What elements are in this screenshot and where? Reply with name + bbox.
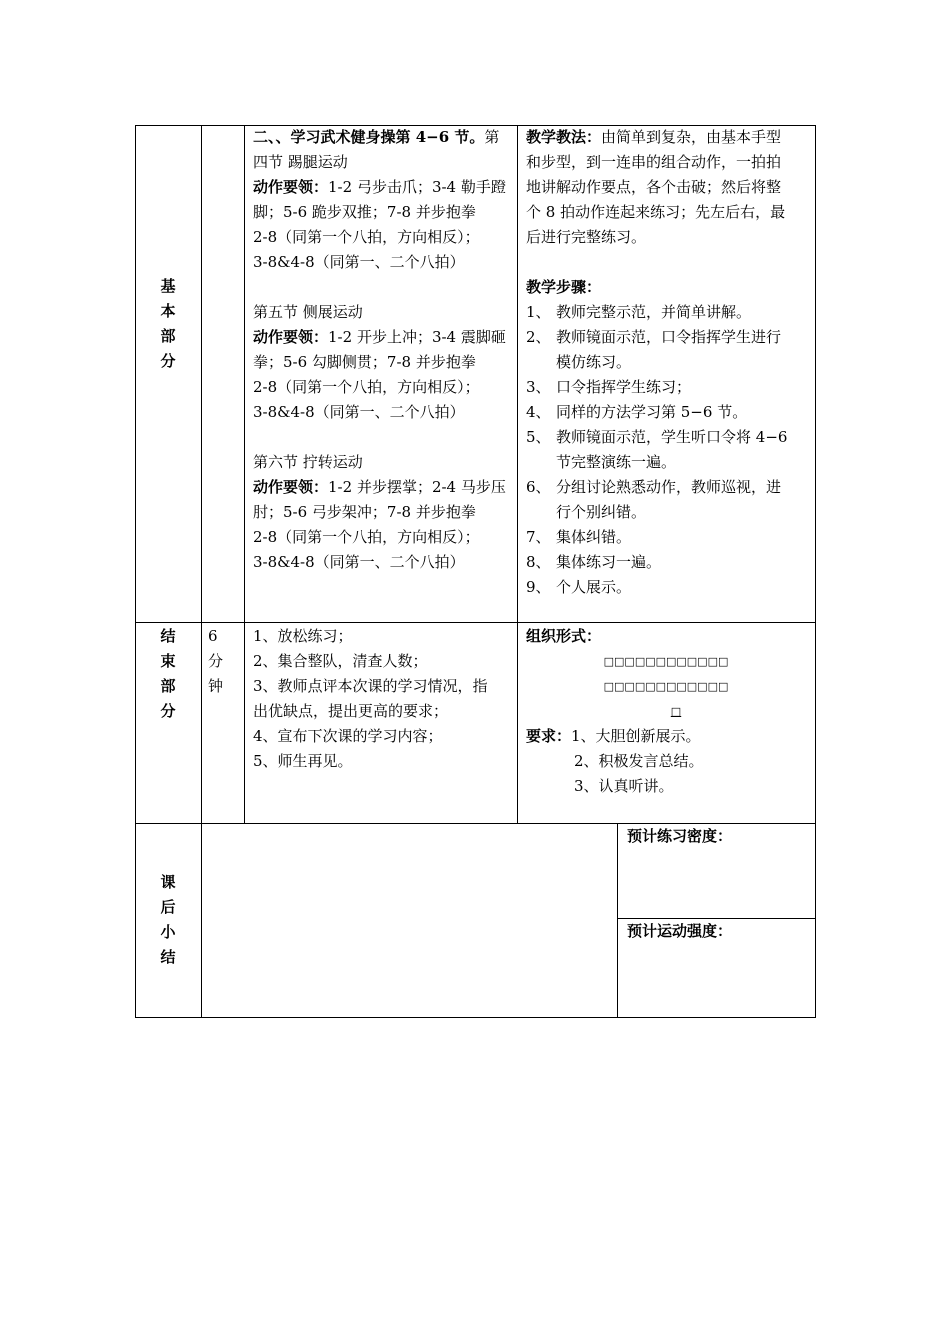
method-label: 教学教法： (526, 128, 602, 146)
label-char: 小 (160, 923, 176, 941)
list-item (526, 525, 787, 550)
content-heading (253, 125, 506, 150)
label-char: 部 (160, 677, 176, 695)
formation-row: □□□□□□□□□□□□ (603, 655, 729, 668)
key-points-text: 1-2 并步摆掌；2-4 马步压 (328, 478, 506, 496)
requirement-line: 3、认真听讲。 (574, 777, 674, 795)
content-line: 2-8（同第一个八拍，方向相反）； (253, 378, 480, 396)
content-line (253, 325, 506, 350)
requirement-line: 2、积极发言总结。 (574, 752, 704, 770)
intensity-label: 预计运动强度： (627, 922, 733, 940)
content-line: 2-8（同第一个八拍，方向相反）； (253, 528, 480, 546)
step-text: 集体练习一遍。 (556, 553, 662, 571)
ending-organization (526, 624, 815, 799)
section-title: 第五节 侧展运动 (253, 303, 363, 321)
heading-tail: 第 (484, 128, 500, 146)
key-points-label: 动作要领： (253, 328, 329, 346)
spacer (526, 250, 787, 275)
label-char: 结 (160, 627, 176, 645)
step-text: 节完整演练一遍。 (556, 453, 677, 471)
content-line: 四节 踢腿运动 (253, 153, 348, 171)
method-line: 地讲解动作要点，各个击破；然后将整 (526, 178, 782, 196)
list-item (526, 550, 787, 575)
row-divider-basic-ending (135, 622, 816, 623)
content-line (253, 175, 506, 200)
ending-line: 5、师生再见。 (253, 752, 353, 770)
requirement-line (526, 724, 815, 749)
label-char: 课 (160, 873, 176, 891)
steps-list (526, 300, 787, 600)
list-item (526, 475, 787, 500)
step-number: 4、 (526, 403, 551, 421)
duration-char: 6 (208, 627, 218, 645)
step-number: 5、 (526, 428, 551, 446)
key-points-text: 1-2 弓步击爪；3-4 勒手蹬 (328, 178, 506, 196)
ending-content (253, 624, 488, 774)
label-char: 分 (160, 352, 176, 370)
density-label: 预计练习密度： (627, 827, 733, 845)
list-item (526, 300, 787, 325)
method-line (526, 125, 787, 150)
step-text: 行个别纠错。 (556, 503, 647, 521)
step-text: 集体纠错。 (556, 528, 632, 546)
list-item (526, 575, 787, 600)
label-char: 结 (160, 948, 176, 966)
label-char: 本 (160, 302, 176, 320)
ending-line: 4、宣布下次课的学习内容； (253, 727, 443, 745)
basic-method (526, 125, 787, 600)
content-line (253, 475, 506, 500)
table-left-border (135, 125, 136, 1018)
method-text: 由简单到复杂，由基本手型 (601, 128, 782, 146)
method-line: 和步型，到一连串的组合动作，一拍拍 (526, 153, 782, 171)
content-line: 3-8&4-8（同第一、二个八拍） (253, 403, 465, 421)
content-line: 肘；5-6 弓步架冲；7-8 并步抱拳 (253, 503, 476, 521)
label-char: 后 (160, 898, 176, 916)
ending-line: 2、集合整队，清查人数； (253, 652, 428, 670)
formation-row: □□□□□□□□□□□□ (603, 680, 729, 693)
content-line: 3-8&4-8（同第一、二个八拍） (253, 253, 465, 271)
heading-bold: 二、、学习武术健身操第 4−6 节。 (253, 128, 485, 146)
list-item (526, 375, 787, 400)
duration-char: 分 (208, 652, 224, 670)
section-label-ending (158, 624, 178, 724)
spacer (253, 425, 506, 450)
spacer (253, 275, 506, 300)
step-text: 分组讨论熟悉动作，教师巡视，进 (556, 478, 782, 496)
step-text: 教师完整示范，并简单讲解。 (556, 303, 752, 321)
step-number: 6、 (526, 478, 551, 496)
method-line: 个 8 拍动作连起来练习；先左后右，最 (526, 203, 786, 221)
step-text: 同样的方法学习第 5−6 节。 (556, 403, 748, 421)
section-label-summary (158, 870, 178, 970)
col-divider-time (244, 125, 245, 823)
label-char: 基 (160, 277, 176, 295)
formation-teacher: □ (670, 705, 682, 718)
duration-char: 钟 (208, 677, 224, 695)
content-line: 2-8（同第一个八拍，方向相反）； (253, 228, 480, 246)
label-char: 束 (160, 652, 176, 670)
ending-duration (208, 624, 228, 699)
step-number: 8、 (526, 553, 551, 571)
list-item-continuation (526, 450, 787, 475)
org-title: 组织形式： (526, 627, 602, 645)
ending-line: 3、教师点评本次课的学习情况，指 (253, 677, 488, 695)
list-item (526, 400, 787, 425)
step-text: 教师镜面示范，学生听口令将 4−6 (556, 428, 788, 446)
requirement-text: 1、大胆创新展示。 (571, 727, 701, 745)
col-divider-label (201, 125, 202, 1018)
method-line: 后进行完整练习。 (526, 228, 647, 246)
step-text: 模仿练习。 (556, 353, 632, 371)
basic-content (253, 125, 506, 575)
step-text: 个人展示。 (556, 578, 632, 596)
key-points-label: 动作要领： (253, 478, 329, 496)
step-text: 口令指挥学生练习； (556, 378, 692, 396)
step-number: 2、 (526, 328, 551, 346)
content-line: 脚；5-6 跪步双推；7-8 并步抱拳 (253, 203, 476, 221)
key-points-label: 动作要领： (253, 178, 329, 196)
list-item (526, 325, 787, 350)
ending-line: 1、放松练习； (253, 627, 353, 645)
list-item-continuation (526, 500, 787, 525)
table-right-border (815, 125, 816, 1018)
content-line: 拳；5-6 勾脚侧贯；7-8 并步抱拳 (253, 353, 476, 371)
step-number: 9、 (526, 578, 551, 596)
steps-title: 教学步骤： (526, 278, 602, 296)
label-char: 分 (160, 702, 176, 720)
col-divider-content (517, 125, 518, 823)
ending-line: 出优缺点，提出更高的要求； (253, 702, 449, 720)
section-label-basic (158, 274, 178, 374)
section-title: 第六节 拧转运动 (253, 453, 363, 471)
list-item-continuation (526, 350, 787, 375)
requirement-label: 要求： (526, 727, 572, 745)
step-number: 1、 (526, 303, 551, 321)
col-divider-summary (617, 823, 618, 1018)
step-number: 3、 (526, 378, 551, 396)
step-text: 教师镜面示范，口令指挥学生进行 (556, 328, 782, 346)
step-number: 7、 (526, 528, 551, 546)
label-char: 部 (160, 327, 176, 345)
key-points-text: 1-2 开步上冲；3-4 震脚砸 (328, 328, 506, 346)
table-bottom-border (135, 1017, 816, 1018)
content-line: 3-8&4-8（同第一、二个八拍） (253, 553, 465, 571)
list-item (526, 425, 787, 450)
